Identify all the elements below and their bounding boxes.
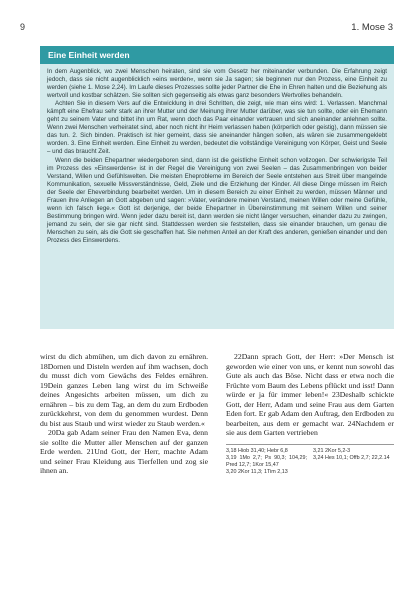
box-paragraph: Achten Sie in diesem Vers auf die Entwicklung in drei Schritten, die zeigt, wie man eins wird: 1. Verlassen. Manchmal kämpft eine Ehefrau sehr stark an ihrer Mutter und der Meinung ihrer Mutter darüber, was sie tun sollte, oder ein Ehemann geht zu seinem Vater und bittet ihn um Rat, wenn doch das Paar einander vertrauen und sich aneinander anlehnen sollte. Wenn zwei Menschen verheiratet sind, aber noch nicht ihr Heim verlassen haben (körperlich oder geistig), dann müssen sie das tun. 2. Sich binden. Praktisch ist hier gemeint, dass sie aneinander hängen sollen, als wären sie zusammengeklebt worden. 3. Eine Einheit werden. Eine Einheit zu werden, bedeutet die vollständige Vereinigung von Körper, Geist und Seele – und das braucht Zeit. <box>47 100 387 156</box>
verse-paragraph: 20Da gab Adam seiner Frau den Namen Eva, denn sie sollte die Mutter aller Menschen auf der ganzen Erde werden. 21Und Gott, der Herr, machte Adam und seiner Frau Kleidung aus Tierfellen und zog sie ihnen an. <box>40 428 208 475</box>
bible-text-columns <box>40 352 394 582</box>
box-body <box>40 64 394 245</box>
box-paragraph: Wenn die beiden Ehepartner wiedergeboren sind, dann ist die geistliche Einheit schon vollzogen. Der schwierigste Teil im Prozess des »Einswerdens« ist in der Regel die Vereinigung von zwei Seelen – das Zusammenbringen von beider Verstand, Willen und Gefühlswelten. Die meisten Eheprobleme im Bereich der Seele entstehen aus Streit über mangelnde Kommunikation, sexuelle Missverständnisse, Geld, Ziele und die Erziehung der Kinder. All diese Dinge müssen im Reich der Seele der Eheverbindung bearbeitet werden. Um in diesem Bereich zu einer Einheit zu werden, müssen Männer und Frauen ihre Anliegen an Gott abgeben und sagen: »Vater, verändere meinen Verstand, meinen Willen oder meine Gefühle, wenn ich falsch liege.« Gott ist derjenige, der beide Ehepartner in Übereinstimmung mit seinem Willen und seiner Bestimmung bringen wird. Wenn jeder dazu bereit ist, dann werden sie nicht länger versuchen, einander dazu zu zwingen, jemand zu sein, der sie gar nicht sind. Stattdessen werden sie feststellen, dass sie einander brauchen, um genau die Menschen zu sein, als die Gott sie geschaffen hat. Sie nehmen Anteil an der Kraft des anderen, genießen einander und den Prozess des Einswerdens. <box>47 156 387 244</box>
box-title: Eine Einheit werden <box>40 46 394 64</box>
box-paragraph: In dem Augenblick, wo zwei Menschen heiraten, sind sie vom Gesetz her miteinander verbunden. Die Erfahrung zeigt jedoch, dass sie nicht augenblicklich »eins werden«, wenn sie Ja sagen; sie beginnen nur den Prozess, eine Einheit zu werden (siehe 1. Mose 2,24). Im Laufe dieses Prozesses sollte jeder Partner die Ehe in Ehren halten und die Beziehung als wertvoll und kostbar schätzen. Sie sollten sich gegenseitig als etwas ganz besonders Wertvolles behandeln. <box>47 68 387 100</box>
left-column <box>40 352 208 476</box>
cross-reference: 3,18 Hiob 31,40; Hebr 6,8 <box>226 447 288 454</box>
verse-paragraph: wirst du dich abmühen, um dich davon zu ernähren. 18Dornen und Disteln werden auf ihm wachsen, doch du musst dich vom Gewächs des Feldes ernähren. 19Dein ganzes Leben lang wirst du im Schweiße deines Angesichts arbeiten müssen, um dich zu ernähren – bis zu dem Tag, an dem du zum Erdboden zurückkehrst, von dem du genommen wurdest. Denn du bist aus Staub und wirst wieder zu Staub werden.« <box>40 352 208 428</box>
page-number: 9 <box>20 22 26 32</box>
cross-reference: 3,21 2Kor 5,2-3 <box>313 447 351 454</box>
cross-reference: 3,20 2Kor 11,3; 1Tim 2,13 <box>226 468 288 475</box>
cross-references <box>226 444 394 476</box>
cross-reference: 3,19 1Mo 2,7; Ps 90,3; 104,29; Pred 12,7; 1Kor 15,47 <box>226 454 307 468</box>
commentary-box <box>40 46 394 329</box>
cross-reference: 3,24 Hes 10,1; Offb 2,7; 22,2.14 <box>313 454 390 461</box>
cross-reference <box>313 469 394 476</box>
page-header <box>20 22 393 36</box>
right-column <box>226 352 394 476</box>
verse-paragraph: 22Dann sprach Gott, der Herr: »Der Mensch ist geworden wie einer von uns, er kennt nun sowohl das Gute als auch das Böse. Nicht dass er etwa noch die Früchte vom Baum des Lebens pflückt und isst! Dann würde er ja für immer leben!« 23Deshalb schickte Gott, der Herr, Adam und seine Frau aus dem Garten Eden fort. Er gab Adam den Auftrag, den Erdboden zu bearbeiten, aus dem er gemacht war. 24Nachdem er sie aus dem Garten vertrieben <box>226 352 394 437</box>
book-chapter: 1. Mose 3 <box>351 22 393 33</box>
